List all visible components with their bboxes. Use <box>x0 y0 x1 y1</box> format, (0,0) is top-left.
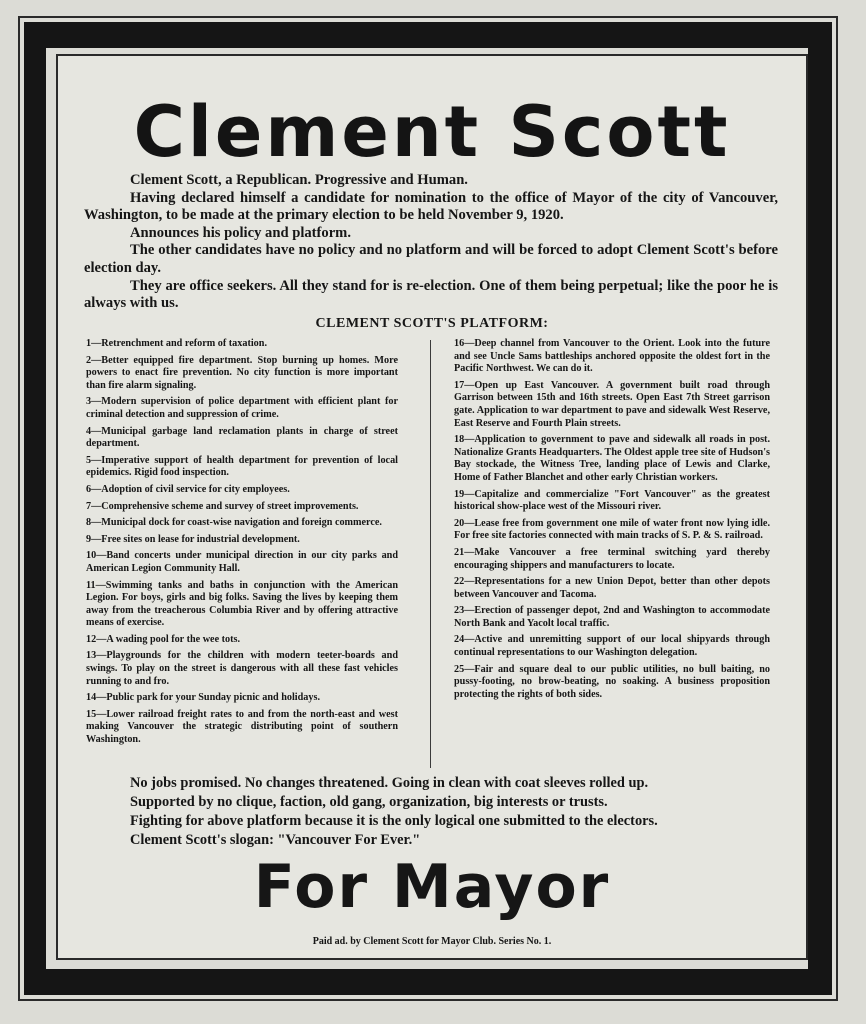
platform-item: 12—A wading pool for the wee tots. <box>86 633 241 645</box>
platform-item: 21—Make Vancouver a free terminal switching yard thereby encouraging shippers and manufacturers to locate. <box>454 546 770 571</box>
platform-column-right <box>454 338 770 705</box>
paid-ad-notice: Paid ad. by Clement Scott for Mayor Club. Series No. 1. <box>312 936 552 947</box>
platform-item: 16—Deep channel from Vancouver to the Orient. Look into the future and see Uncle Sams battleships anchored opposite the oldest fort in the Pacific Northwest. We can do it. <box>454 338 770 375</box>
column-divider <box>430 340 431 768</box>
closing-line: No jobs promised. No changes threatened. Going in clean with coat sleeves rolled up. <box>130 775 649 791</box>
closing-line: Supported by no clique, faction, old gang, organization, big interests or trusts. <box>130 794 608 810</box>
intro-line: The other candidates have no policy and no platform and will be forced to adopt Clement Scott's before election day. <box>84 242 778 276</box>
closing-text <box>130 774 786 850</box>
headline: Clement Scott <box>133 91 731 173</box>
platform-item: 11—Swimming tanks and baths in conjunction with the American Legion. For boys, girls and big folks. Saving the lives by keeping them away from the treacherous Columbia River and by offering attractive means of exercise. <box>86 579 398 629</box>
platform-item: 20—Lease free from government one mile of water front now lying idle. For free site factories connected with main tracks of S. P. & S. railroad. <box>454 517 770 542</box>
platform-item: 25—Fair and square deal to our public utilities, no bull baiting, no pussy-footing, no brow-beating, no soaking. A business proposition protecting the rights of both sides. <box>454 663 770 700</box>
intro-text <box>84 172 778 313</box>
platform-column-left <box>86 338 398 751</box>
closing-line: Clement Scott's slogan: "Vancouver For Ever." <box>130 832 421 848</box>
platform-item: 2—Better equipped fire department. Stop burning up homes. More powers to enact fire prevention. No city function is more important than fire alarm signaling. <box>86 354 398 391</box>
platform-item: 23—Erection of passenger depot, 2nd and Washington to accommodate North Bank and Yacolt local traffic. <box>454 605 770 629</box>
platform-item: 18—Application to government to pave and sidewalk all roads in post. Nationalize Grants Headquarters. The Oldest apple tree site of Hudson's Bay stockade, the Witness Tree, landing place of Lewis and Clarke, Home of Father Blanchet and other early Christian workers. <box>454 434 770 483</box>
platform-item: 13—Playgrounds for the children with modern teeter-boards and swings. To play on the street is dangerous with all these fast vehicles running to and fro. <box>86 650 398 687</box>
ad-content <box>66 64 798 954</box>
intro-line: Announces his policy and platform. <box>130 224 351 241</box>
platform-item: 3—Modern supervision of police department with efficient plant for criminal detection and suppression of crime. <box>86 396 398 420</box>
platform-item: 24—Active and unremitting support of our local shipyards through continual representations to our Washington delegation. <box>454 634 770 659</box>
platform-item: 9—Free sites on lease for industrial development. <box>86 533 300 545</box>
intro-line: Having declared himself a candidate for nomination to the office of Mayor of the city of Vancouver, Washington, to be made at the primary election to be held November 9, 1920. <box>84 189 778 224</box>
for-mayor-heading: For Mayor <box>253 852 611 922</box>
closing-line: Fighting for above platform because it is the only logical one submitted to the electors. <box>130 813 658 829</box>
platform-item: 1—Retrenchment and reform of taxation. <box>86 338 267 349</box>
platform-item: 14—Public park for your Sunday picnic and holidays. <box>86 692 320 704</box>
platform-item: 19—Capitalize and commercialize "Fort Vancouver" as the greatest historical show-place west of the Missouri river. <box>454 488 770 513</box>
platform-item: 5—Imperative support of health department for prevention of local epidemics. Rigid food inspection. <box>86 454 398 479</box>
platform-title: CLEMENT SCOTT'S PLATFORM: <box>315 316 549 331</box>
intro-line: They are office seekers. All they stand for is re-election. One of them being perpetual; like the poor he is always with us. <box>84 277 778 312</box>
platform-item: 17—Open up East Vancouver. A government built road through Garrison between 15th and 16th streets. Open East 7th Street garrison gate. Application to war department to pave and sidewalk West Reserve, East Reserve and Fourth Plain streets. <box>454 379 770 429</box>
intro-line: Clement Scott, a Republican. Progressive and Human. <box>130 172 468 188</box>
platform-item: 6—Adoption of civil service for city employees. <box>86 483 290 495</box>
platform-item: 7—Comprehensive scheme and survey of street improvements. <box>86 500 359 512</box>
platform-item: 15—Lower railroad freight rates to and from the north-east and west making Vancouver the strategic distributing point of southern Washington. <box>86 708 398 746</box>
platform-item: 22—Representations for a new Union Depot, better than other depots between Vancouver and Tacoma. <box>454 576 770 600</box>
platform-item: 10—Band concerts under municipal direction in our city parks and American Legion Community Hall. <box>86 550 398 574</box>
platform-item: 8—Municipal dock for coast-wise navigation and foreign commerce. <box>86 517 382 529</box>
platform-item: 4—Municipal garbage land reclamation plants in charge of street department. <box>86 425 398 450</box>
